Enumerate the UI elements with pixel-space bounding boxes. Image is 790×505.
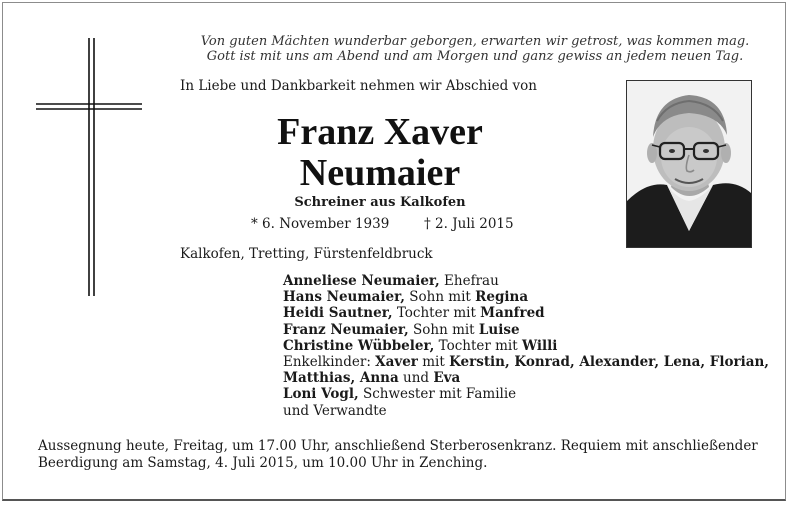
funeral-details	[38, 438, 768, 472]
grandchildren-line	[283, 370, 769, 386]
mourner-partner: Luise	[478, 321, 520, 338]
cross-icon	[36, 38, 142, 296]
mourner-line	[283, 322, 769, 338]
mourner-line	[283, 386, 769, 402]
places-of-residence: Kalkofen, Tretting, Fürstenfeldbruck	[180, 246, 433, 262]
grandchildren-line	[283, 354, 769, 370]
birth-date: * 6. November 1939	[251, 216, 390, 232]
funeral-details-line-1: Aussegnung heute, Freitag, um 17.00 Uhr, anschließend Sterberosenkranz. Requiem mit anschließender	[38, 438, 758, 454]
mourner-name: Heidi Sautner,	[283, 305, 393, 322]
grandchild-name: Eva	[433, 370, 461, 387]
grandchildren-label: Enkelkinder:	[283, 354, 376, 371]
mourner-partner: Regina	[475, 289, 529, 306]
mourner-line	[283, 338, 769, 354]
mourner-line	[283, 305, 769, 321]
death-date: † 2. Juli 2015	[424, 216, 514, 232]
mourner-relation: Schwester mit Familie	[358, 386, 517, 403]
mourner-relation: Ehefrau	[439, 273, 499, 289]
mourner-name: Hans Neumaier,	[283, 289, 405, 306]
quote-line-1: Von guten Mächten wunderbar geborgen, erwarten wir getrost, was kommen mag.	[200, 34, 750, 49]
portrait-photo	[626, 80, 752, 248]
grandchild-names: Kerstin, Konrad, Alexander, Lena, Florian,	[449, 354, 769, 371]
mourners-list	[283, 273, 769, 419]
grandchildren-connector: mit	[417, 354, 450, 371]
mourner-name: Franz Neumaier,	[283, 321, 409, 338]
bible-quote	[170, 34, 780, 64]
grandchild-name: Xaver	[375, 354, 418, 371]
deceased-surname: Neumaier	[299, 152, 461, 194]
mourner-name: Anneliese Neumaier,	[283, 273, 440, 289]
mourner-name: Christine Wübbeler,	[283, 337, 435, 354]
deceased-first-names: Franz Xaver	[277, 111, 483, 153]
funeral-details-line-2: Beerdigung am Samstag, 4. Juli 2015, um 10.00 Uhr in Zenching.	[38, 455, 488, 471]
mourner-relation: Tochter mit	[434, 337, 522, 354]
quote-line-2: Gott ist mit uns am Abend und am Morgen und ganz gewiss an jedem neuen Tag.	[206, 49, 744, 64]
mourner-partner: Willi	[521, 337, 558, 354]
mourner-name: Loni Vogl,	[283, 386, 359, 403]
grandchild-names: Matthias, Anna	[283, 370, 399, 387]
mourner-relation: Tochter mit	[392, 305, 481, 322]
mourner-relation: Sohn mit	[408, 321, 479, 338]
relatives-line: und Verwandte	[283, 402, 387, 419]
mourner-partner: Manfred	[480, 305, 545, 322]
grandchildren-connector: und	[398, 370, 434, 387]
mourner-relation: Sohn mit	[404, 289, 476, 306]
deceased-name	[190, 112, 570, 194]
mourner-line	[283, 273, 769, 289]
deceased-occupation: Schreiner aus Kalkofen	[294, 195, 466, 210]
mourner-line	[283, 289, 769, 305]
intro-text: In Liebe und Dankbarkeit nehmen wir Abschied von	[180, 78, 537, 94]
